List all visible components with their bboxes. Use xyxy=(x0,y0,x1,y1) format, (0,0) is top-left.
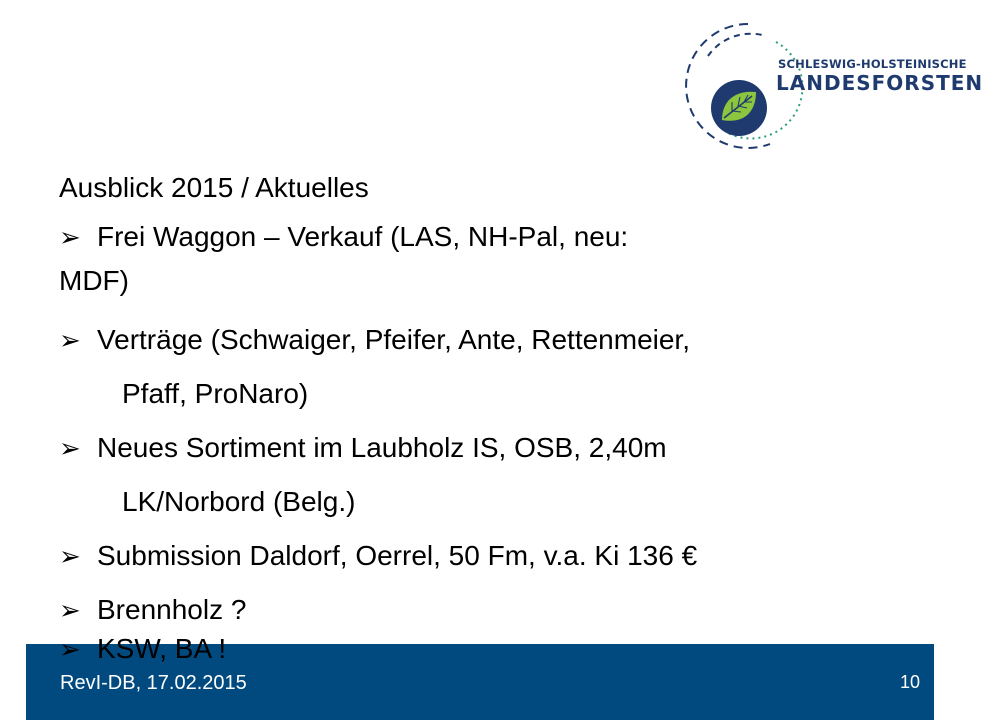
bullet-continuation: LK/Norbord (Belg.) xyxy=(122,486,356,517)
bullet-continuation: Pfaff, ProNaro) xyxy=(122,378,309,409)
logo-title: LANDESFORSTEN xyxy=(776,71,983,95)
page-number: 10 xyxy=(899,672,920,692)
slide-heading: Ausblick 2015 / Aktuelles xyxy=(59,172,369,203)
landesforsten-logo xyxy=(648,16,983,156)
bullet-item-submission xyxy=(59,529,919,583)
bullet-item-brennholz xyxy=(59,583,919,637)
bullet-text: Brennholz ? xyxy=(97,594,247,625)
bullet-item-frei-waggon xyxy=(59,215,919,259)
footer-date-label: RevI-DB, 17.02.2015 xyxy=(60,672,247,694)
arrow-bullet-icon: ➢ xyxy=(59,433,81,463)
bullet-continuation: MDF) xyxy=(59,265,129,296)
bullet-text: KSW, BA ! xyxy=(97,633,227,664)
bullet-text: Neues Sortiment im Laubholz IS, OSB, 2,40m xyxy=(97,432,667,463)
bullet-text: Verträge (Schwaiger, Pfeifer, Ante, Rettenmeier, xyxy=(97,324,690,355)
bullet-text: Frei Waggon – Verkauf (LAS, NH-Pal, neu: xyxy=(97,221,629,252)
bullet-item-ksw xyxy=(59,633,226,665)
arrow-bullet-icon: ➢ xyxy=(59,634,81,664)
arrow-bullet-icon: ➢ xyxy=(59,541,81,571)
arrow-bullet-icon: ➢ xyxy=(59,325,81,355)
bullet-text: Submission Daldorf, Oerrel, 50 Fm, v.a. Ki 136 € xyxy=(97,540,698,571)
arrow-bullet-icon: ➢ xyxy=(59,595,81,625)
bullet-item-neues-sortiment xyxy=(59,421,919,475)
logo-subtitle: SCHLESWIG-HOLSTEINISCHE xyxy=(778,57,967,71)
arrow-bullet-icon: ➢ xyxy=(59,222,81,252)
bullet-item-vertraege xyxy=(59,313,919,367)
slide-body xyxy=(59,161,919,637)
